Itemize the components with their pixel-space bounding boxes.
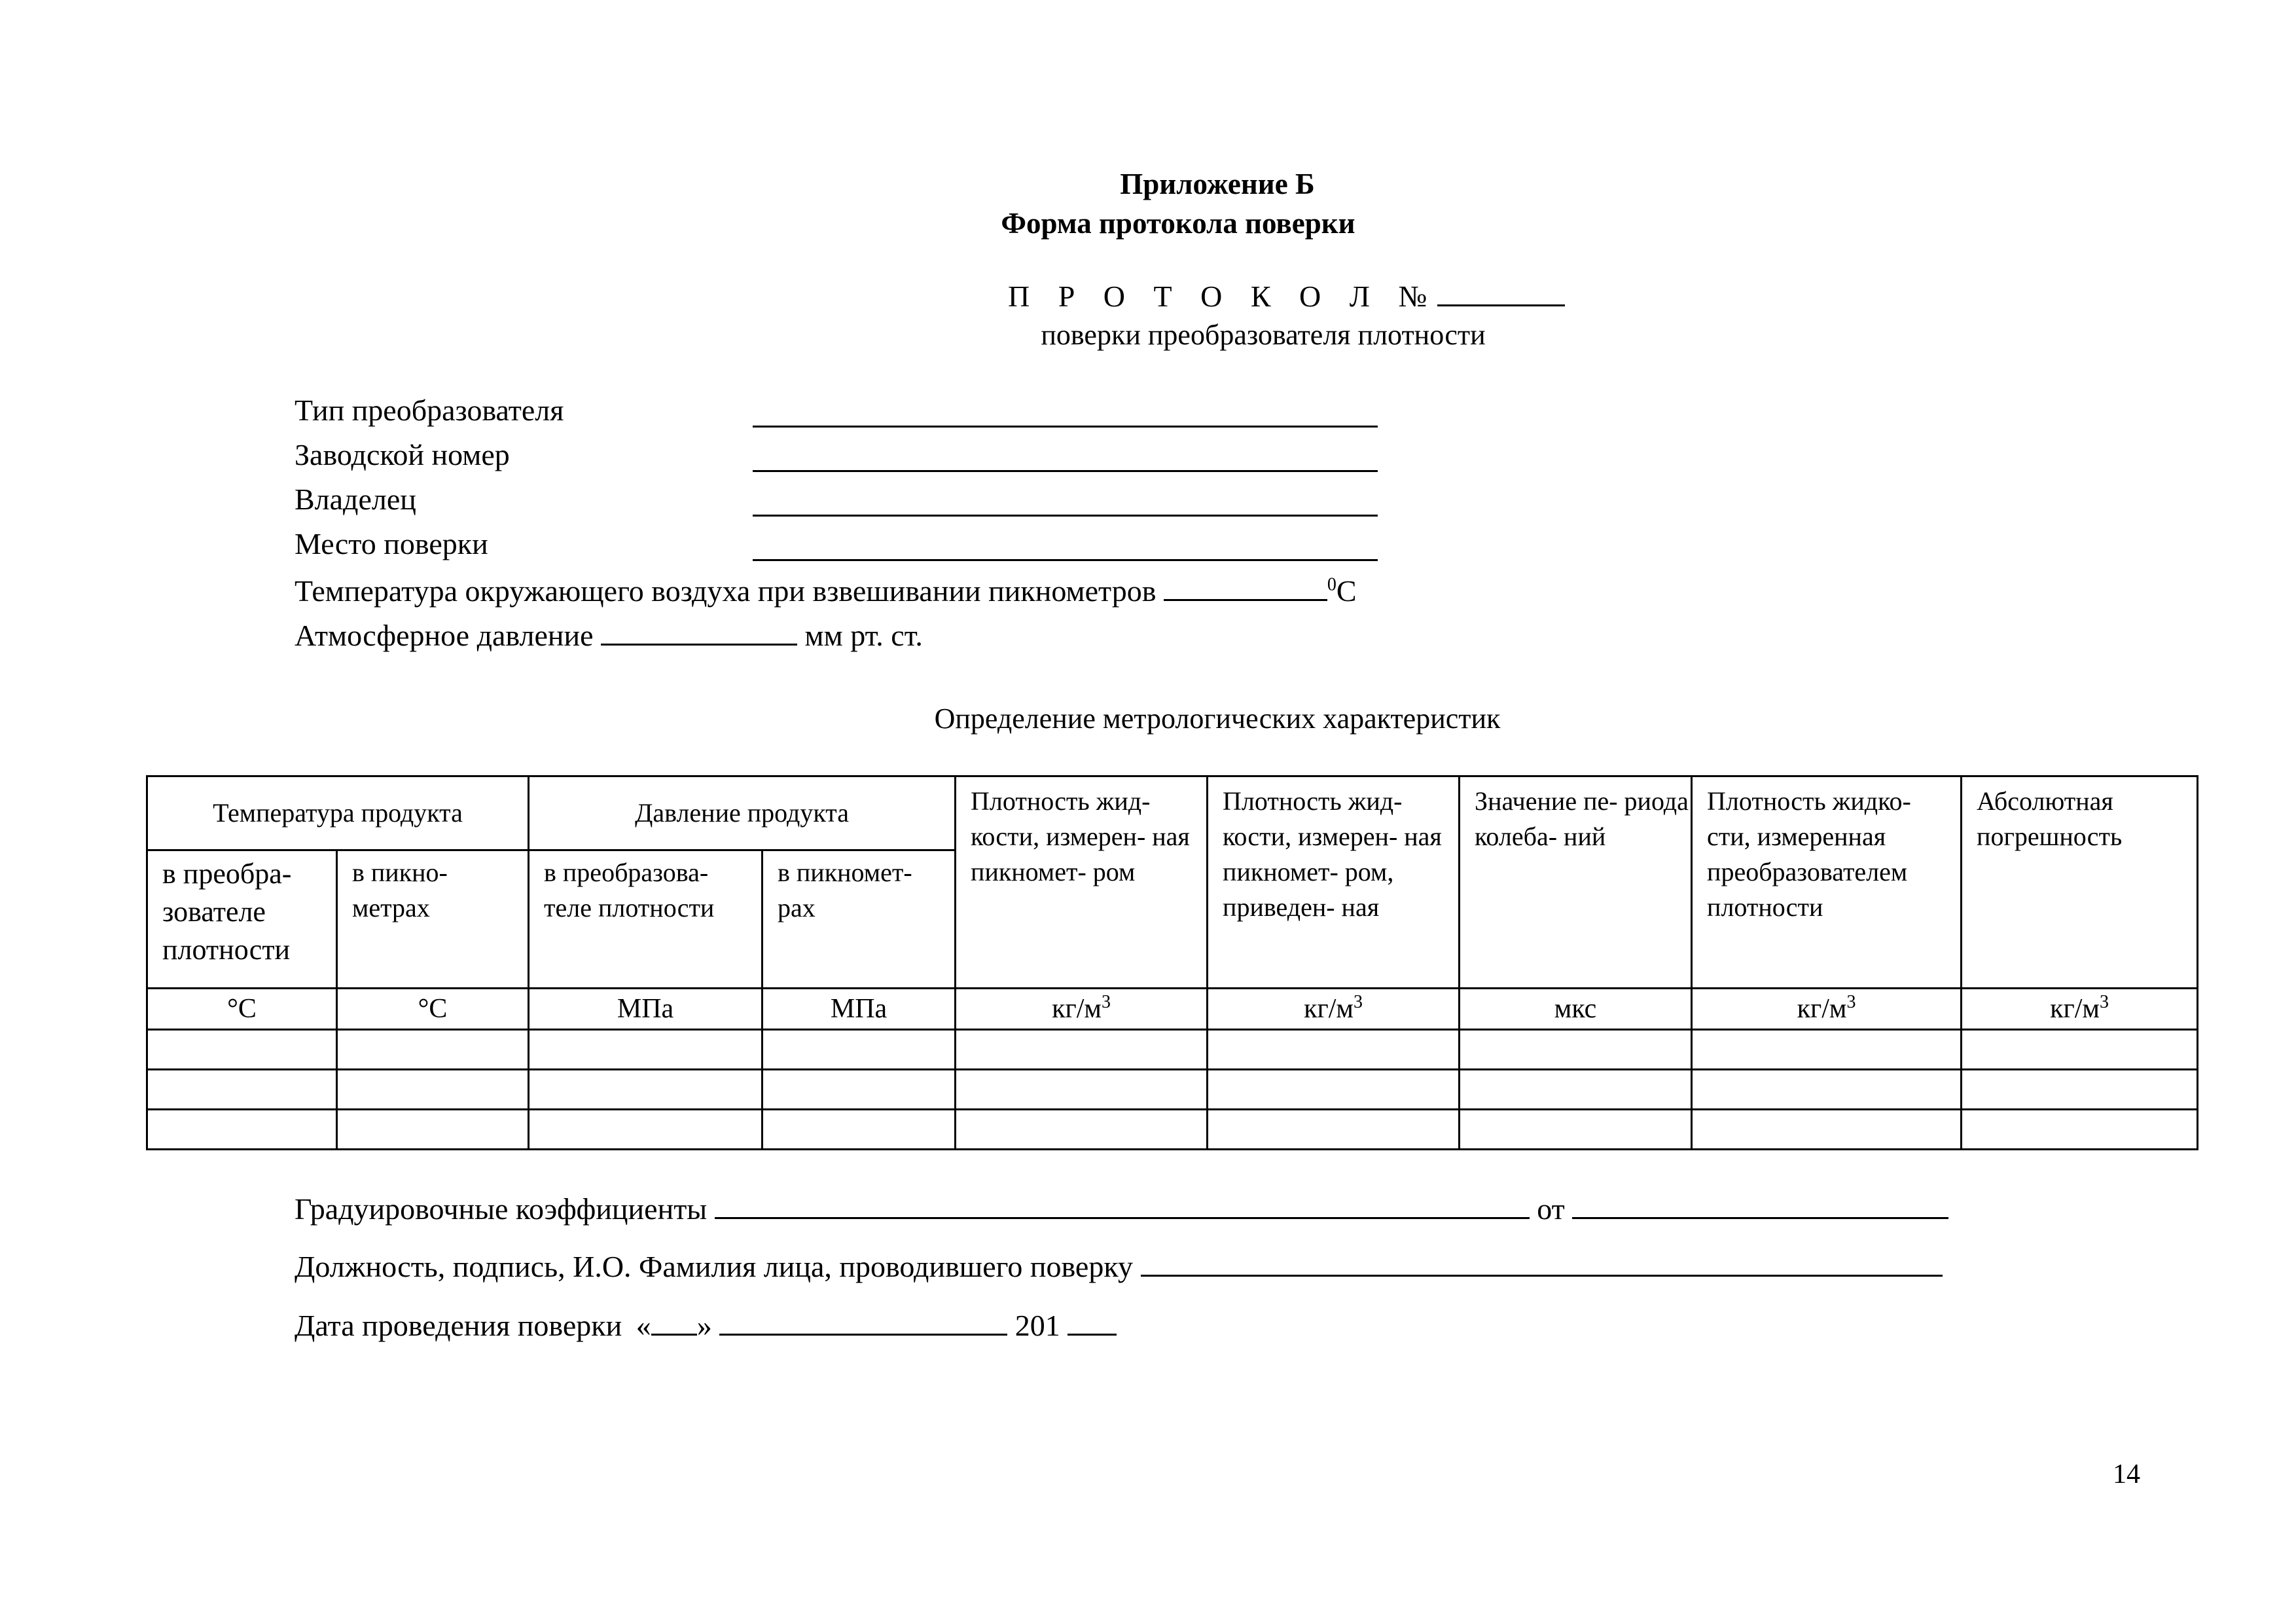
header-density-transducer [1692, 776, 1962, 989]
data-cell[interactable] [1962, 1030, 2198, 1070]
data-cell[interactable] [147, 1110, 337, 1150]
date-open-quote: « [636, 1309, 651, 1342]
data-cell[interactable] [1692, 1030, 1962, 1070]
protocol-label: П Р О Т О К О Л № [1008, 280, 1438, 313]
field-serial-number-blank[interactable] [753, 470, 1378, 472]
data-cell[interactable] [1692, 1070, 1962, 1110]
subheader-temp-pycnometer [337, 850, 529, 989]
field-label: Заводской номер [295, 438, 510, 471]
header-text: Плотность жид- кости, измерен- ная пикномет- ром [971, 786, 1190, 886]
atmospheric-pressure-blank[interactable] [601, 619, 797, 646]
unit-text: кг/м [2050, 994, 2100, 1024]
data-cell[interactable] [1460, 1110, 1692, 1150]
field-label: Владелец [295, 483, 416, 516]
date-year-prefix: 201 [1014, 1309, 1060, 1342]
field-serial-number [295, 437, 510, 472]
subheader-text: в преобразова- теле плотности [544, 858, 715, 922]
subheader-temp-transducer [147, 850, 337, 989]
field-verification-place-blank[interactable] [753, 559, 1378, 561]
data-cell[interactable] [1962, 1110, 2198, 1150]
unit-text: кг/м [1797, 994, 1847, 1024]
calibration-date-blank[interactable] [1572, 1192, 1948, 1219]
field-label: Место поверки [295, 527, 488, 560]
verifier-label: Должность, подпись, И.О. Фамилия лица, проводившего поверку [295, 1250, 1134, 1283]
date-day-blank[interactable] [651, 1309, 697, 1336]
form-title: Форма протокола поверки [1001, 207, 1355, 240]
field-verification-place [295, 526, 488, 561]
appendix-title: Приложение Б [1120, 168, 1315, 200]
unit-text: МПа [617, 994, 674, 1024]
data-cell[interactable] [1962, 1070, 2198, 1110]
unit-cell [1962, 989, 2198, 1030]
calibration-coefficients-blank[interactable] [715, 1192, 1530, 1219]
data-cell[interactable] [147, 1030, 337, 1070]
subheader-press-transducer [529, 850, 762, 989]
data-cell[interactable] [1208, 1070, 1460, 1110]
table-row [147, 1030, 2198, 1070]
field-transducer-type-blank[interactable] [753, 426, 1378, 428]
field-owner [295, 482, 416, 517]
data-cell[interactable] [337, 1030, 529, 1070]
header-oscillation-period [1460, 776, 1692, 989]
date-close-quote: » [696, 1309, 712, 1342]
verifier-line [295, 1249, 1943, 1284]
date-month-blank[interactable] [719, 1309, 1007, 1336]
table-row [147, 1070, 2198, 1110]
header-density-pycnometer [956, 776, 1208, 989]
verification-date-label: Дата проведения поверки [295, 1309, 622, 1342]
unit-superscript: 3 [1846, 992, 1856, 1012]
unit-cell [147, 989, 337, 1030]
unit-superscript: 3 [1101, 992, 1111, 1012]
header-density-pycnometer-reduced [1208, 776, 1460, 989]
ambient-temperature-line [295, 574, 1357, 608]
header-pressure: Давление продукта [529, 776, 956, 850]
unit-text: кг/м [1052, 994, 1102, 1024]
calibration-coefficients-line [295, 1192, 1948, 1226]
unit-superscript: 3 [2099, 992, 2109, 1012]
unit-text: °С [227, 994, 257, 1024]
subheader-text: в преобра- зователе плотности [162, 858, 292, 966]
header-text: Плотность жидко- сти, измеренная преобразователем плотности [1707, 786, 1911, 922]
data-cell[interactable] [529, 1030, 762, 1070]
unit-cell [337, 989, 529, 1030]
unit-cell [762, 989, 956, 1030]
unit-text: кг/м [1304, 994, 1354, 1024]
data-cell[interactable] [1460, 1070, 1692, 1110]
table-row [147, 1110, 2198, 1150]
subheader-press-pycnometer [762, 850, 956, 989]
atmospheric-pressure-unit: мм рт. ст. [804, 619, 923, 652]
page-number: 14 [2113, 1459, 2140, 1489]
unit-text: МПа [830, 994, 888, 1024]
data-cell[interactable] [762, 1110, 956, 1150]
data-cell[interactable] [956, 1030, 1208, 1070]
data-cell[interactable] [762, 1070, 956, 1110]
data-cell[interactable] [956, 1110, 1208, 1150]
unit-text: мкс [1554, 994, 1597, 1024]
metrology-table [146, 775, 2198, 1150]
field-transducer-type [295, 393, 564, 428]
data-cell[interactable] [1208, 1030, 1460, 1070]
header-temperature: Температура продукта [147, 776, 529, 850]
units-row [147, 989, 2198, 1030]
field-owner-blank[interactable] [753, 515, 1378, 517]
ambient-temperature-unit: С [1336, 574, 1357, 608]
data-cell[interactable] [529, 1070, 762, 1110]
data-cell[interactable] [1692, 1110, 1962, 1150]
unit-cell [529, 989, 762, 1030]
field-label: Тип преобразователя [295, 393, 564, 427]
unit-text: °С [418, 994, 448, 1024]
unit-cell [956, 989, 1208, 1030]
unit-superscript: 3 [1353, 992, 1363, 1012]
protocol-number-blank[interactable] [1437, 278, 1565, 306]
header-text: Значение пе- риода колеба- ний [1475, 786, 1689, 851]
unit-cell [1208, 989, 1460, 1030]
unit-cell [1460, 989, 1692, 1030]
header-text: Плотность жид- кости, измерен- ная пикномет- ром, приведен- ная [1223, 786, 1442, 922]
section-title: Определение метрологических характеристик [934, 702, 1501, 735]
data-cell[interactable] [762, 1030, 956, 1070]
header-absolute-error [1962, 776, 2198, 989]
header-text: Абсолютная погрешность [1977, 786, 2123, 851]
calibration-coefficients-label: Градуировочные коэффициенты [295, 1192, 708, 1226]
data-cell[interactable] [337, 1110, 529, 1150]
verifier-blank[interactable] [1141, 1250, 1943, 1277]
verification-date-line [295, 1308, 1117, 1343]
protocol-subtitle: поверки преобразователя плотности [1041, 319, 1486, 351]
data-cell[interactable] [956, 1070, 1208, 1110]
data-cell[interactable] [147, 1070, 337, 1110]
ambient-temperature-label: Температура окружающего воздуха при взвешивании пикнометров [295, 574, 1157, 608]
date-year-blank[interactable] [1067, 1309, 1117, 1336]
data-cell[interactable] [1460, 1030, 1692, 1070]
data-cell[interactable] [337, 1070, 529, 1110]
atmospheric-pressure-label: Атмосферное давление [295, 619, 594, 652]
data-cell[interactable] [1208, 1110, 1460, 1150]
data-cell[interactable] [529, 1110, 762, 1150]
ambient-temperature-blank[interactable] [1164, 574, 1327, 601]
subheader-text: в пикномет- рах [778, 858, 912, 922]
calibration-from-label: от [1537, 1192, 1565, 1226]
degree-superscript: 0 [1327, 574, 1336, 595]
protocol-heading [1008, 278, 1565, 314]
atmospheric-pressure-line [295, 618, 923, 653]
unit-cell [1692, 989, 1962, 1030]
subheader-text: в пикно- метрах [352, 858, 448, 922]
